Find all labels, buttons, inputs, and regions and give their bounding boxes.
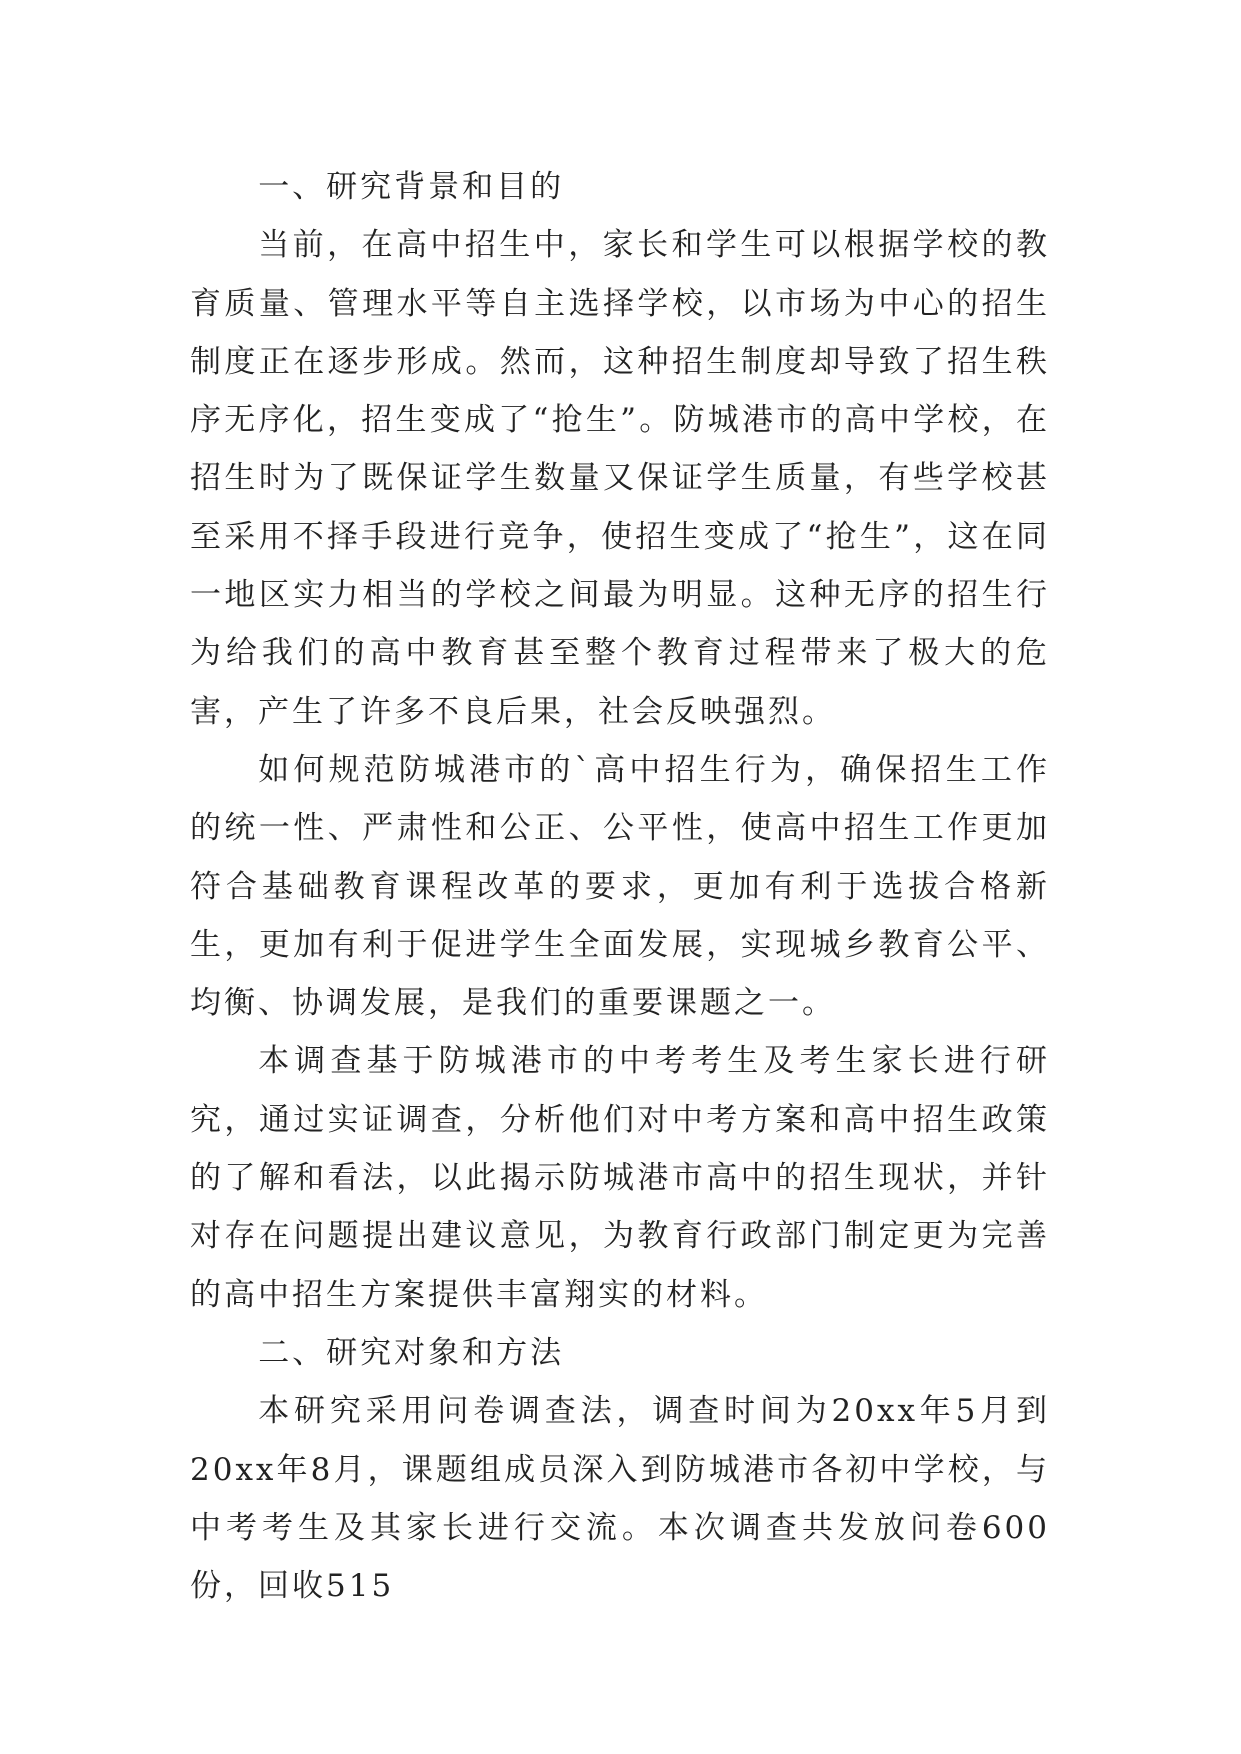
paragraph-methods: 本研究采用问卷调查法，调查时间为20xx年5月到20xx年8月，课题组成员深入到防城港市各初中学校，与中考考生及其家长进行交流。本次调查共发放问卷600份，回收515 [190, 1393, 1050, 1605]
paragraph-regulation: 如何规范防城港市的`高中招生行为，确保招生工作的统一性、严肃性和公正、公平性，使高中招生工作更加符合基础教育课程改革的要求，更加有利于选拔合格新生，更加有利于促进学生全面发展，实现城乡教育公平、均衡、协调发展，是我们的重要课题之一。 [190, 751, 1050, 1022]
paragraph-background: 当前，在高中招生中，家长和学生可以根据学校的教育质量、管理水平等自主选择学校，以市场为中心的招生制度正在逐步形成。然而，这种招生制度却导致了招生秩序无序化，招生变成了“抢生”。防城港市的高中学校，在招生时为了既保证学生数量又保证学生质量，有些学校甚至采用不择手段进行竞争，使招生变成了“抢生”，这在同一地区实力相当的学校之间最为明显。这种无序的招生行为给我们的高中教育甚至整个教育过程带来了极大的危害，产生了许多不良后果，社会反映强烈。 [190, 227, 1050, 730]
section-heading-background: 一、研究背景和目的 [258, 169, 565, 205]
paragraph-survey-purpose: 本调查基于防城港市的中考考生及考生家长进行研究，通过实证调查，分析他们对中考方案和高中招生政策的了解和看法，以此揭示防城港市高中的招生现状，并针对存在问题提出建议意见，为教育行政部门制定更为完善的高中招生方案提供丰富翔实的材料。 [190, 1043, 1050, 1313]
section-heading-methods: 二、研究对象和方法 [258, 1334, 565, 1371]
document-body [190, 158, 1050, 1615]
